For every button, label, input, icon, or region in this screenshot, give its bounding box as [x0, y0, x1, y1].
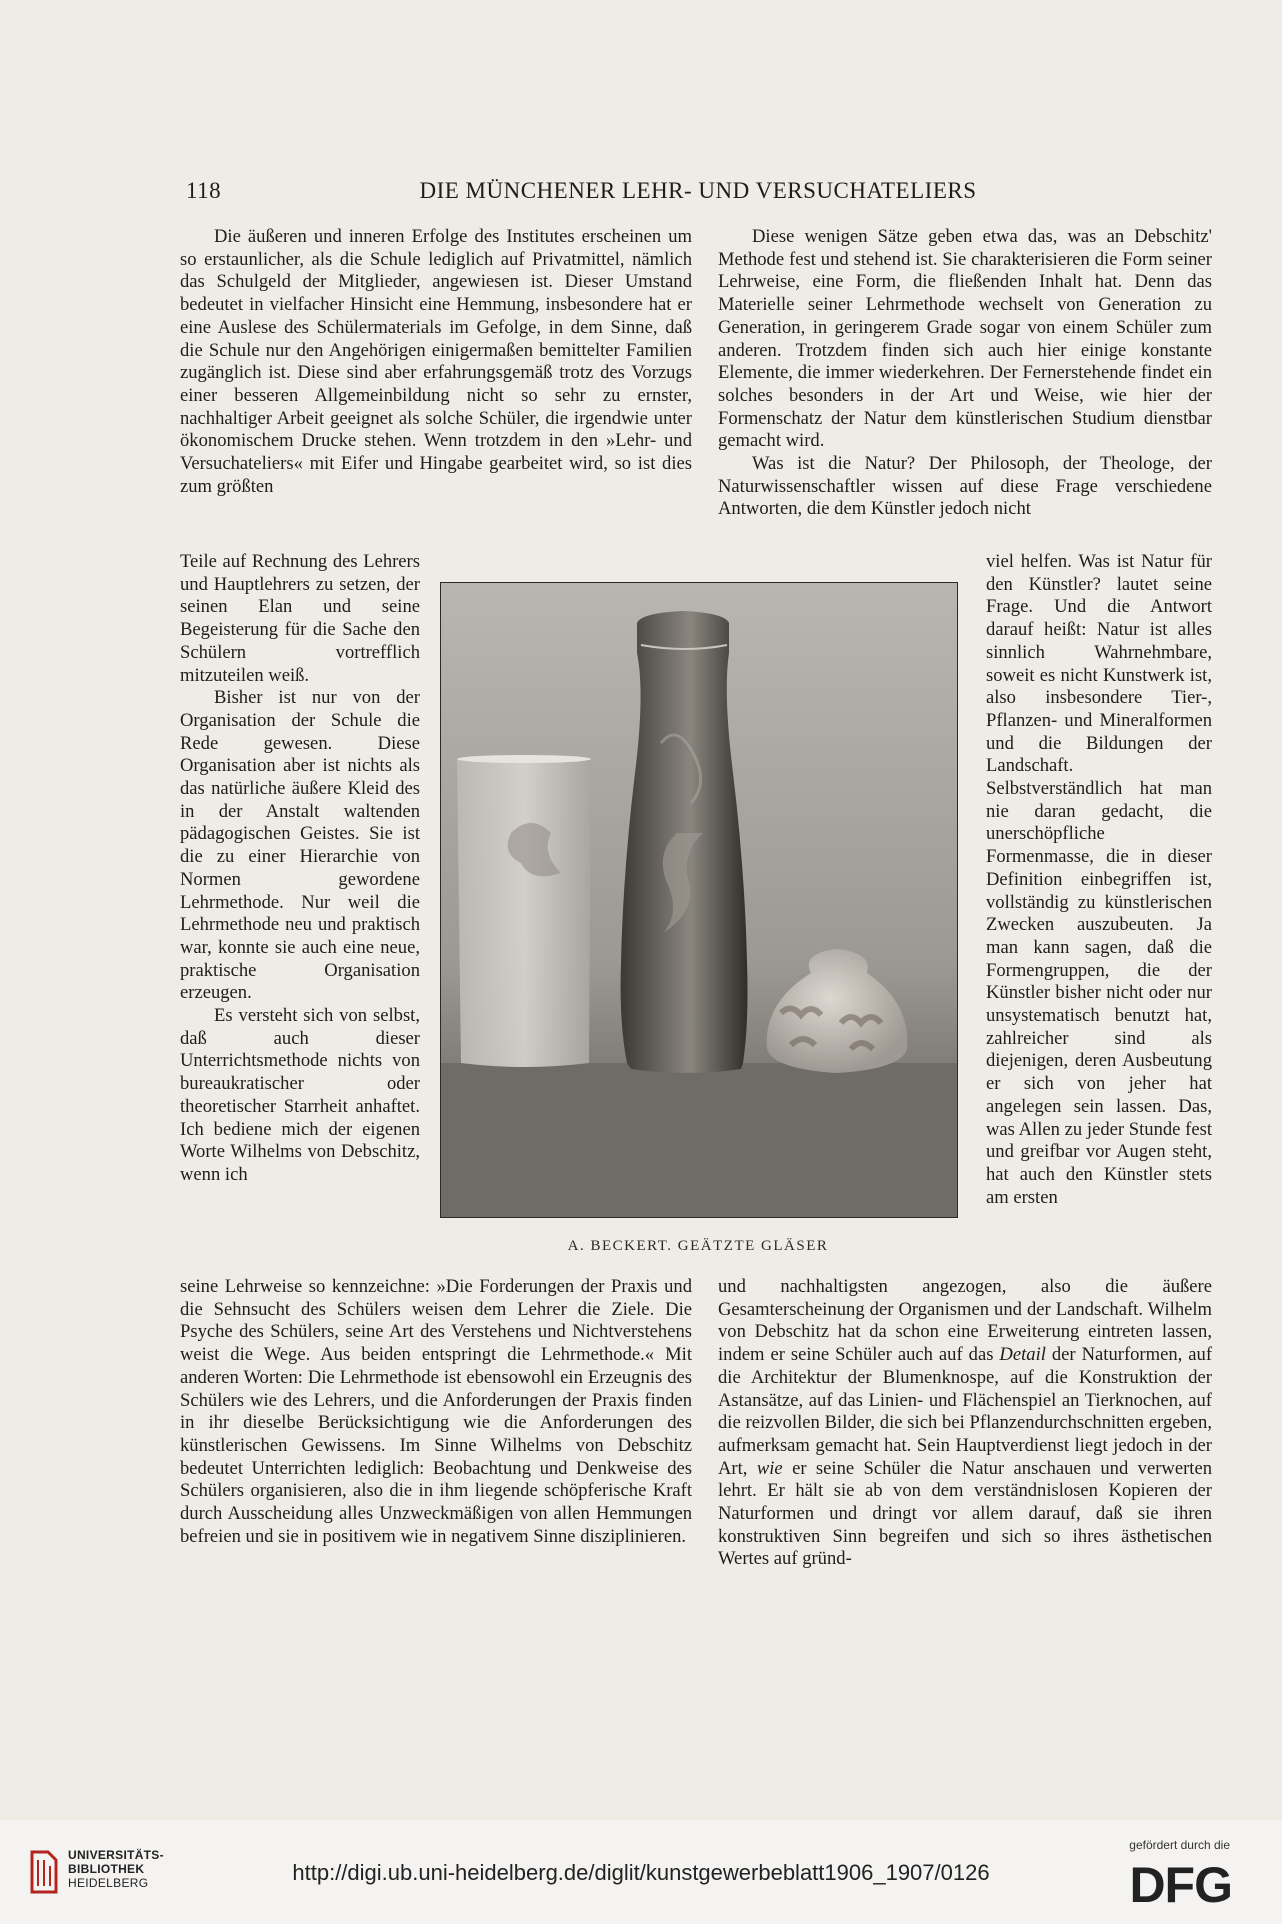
- glassware-illustration: [441, 583, 957, 1217]
- emphasis: wie: [756, 1457, 783, 1479]
- left-column-bottom: [180, 1276, 692, 1548]
- paragraph: Diese wenigen Sätze geben etwa das, was an Debschitz' Methode fest und stehend ist. Sie charakterisieren die Form seiner Lehrweise, eine Form, die fließenden Inhalt hat. Denn das Materielle seiner Lehrmethode wechselt von Generation zu Generation, in geringerem Grade sogar von einem Schüler zum anderen. Trotzdem finden sich auch hier einige konstante Elemente, die immer wiederkehren. Der Fernerstehende findet ein solches besonders in der Art und Weise, wie hier der Formenschatz der Natur dem künstlerischen Studium dienstbar gemacht wird.: [718, 226, 1212, 452]
- library-name-line: HEIDELBERG: [68, 1876, 149, 1890]
- right-column-wrap: [986, 551, 1212, 1209]
- running-title: DIE MÜNCHENER LEHR- UND VERSUCHATELIERS: [419, 178, 977, 203]
- left-column-wrap: [180, 551, 420, 1187]
- left-column-top: [180, 226, 692, 498]
- paragraph: Was ist die Natur? Der Philosoph, der Theologe, der Naturwissenschaftler wissen auf diese Frage verschiedene Antworten, die dem Künstler jedoch nicht: [718, 453, 1212, 520]
- text-run: der Naturformen, auf die Architektur der Blumenknospe, auf die Konstruktion der Astansätze, auf das Linien- und Flächenspiel an Tierknochen, auf die reizvollen Bilder, die sich bei Pflanzendurchschnitten ergeben, aufmerksam gemacht hat. Sein Hauptverdienst liegt jedoch in der Art,: [718, 1344, 1213, 1479]
- paragraph: Die äußeren und inneren Erfolge des Institutes erscheinen um so erstaunlicher, als die Schule lediglich auf Privatmittel, nämlich das Schulgeld der Mitglieder, angewiesen ist. Dieser Umstand bedeutet in vielfacher Hinsicht eine Hemmung, insbesondere hat er eine Auslese des Schülermaterials im Gefolge, in dem Sinne, daß die Schule nur den Angehörigen einigermaßen bemittelter Familien zugänglich ist. Diese sind aber erfahrungsgemäß trotz des Vorzugs einer besseren Allgemeinbildung nicht so sehr zu ernster, nachhaltiger Arbeit geeignet als solche Schüler, die irgendwie unter ökonomischem Drucke stehen. Wenn trotzdem in den »Lehr- und Versuchateliers« mit Eifer und Hingabe gearbeitet wird, so ist dies zum größten: [180, 226, 692, 497]
- library-name-line: UNIVERSITÄTS-: [68, 1848, 164, 1862]
- page-number: 118: [186, 178, 222, 203]
- table-surface: [441, 1063, 957, 1217]
- paragraph: [718, 1276, 1212, 1571]
- paragraph: viel helfen. Was ist Natur für den Künstler? lautet seine Frage. Und die Antwort darauf heißt: Natur ist alles sinnlich Wahrnehmbare, soweit es nicht Kunstwerk ist, also insbesondere Tier-, Pflanzen- und Mineralformen und die Bildungen der Landschaft. Selbstverständlich hat man nie daran gedacht, die unerschöpfliche Formenmasse, die in dieser Definition einbegriffen ist, vollständig zu künstlerischen Zwecken auszubeuten. Ja man kann sagen, daß die Formengruppen, die der Künstler bisher nicht oder nur unsystematisch benutzt hat, zahlreicher sind als diejenigen, deren Ausbeutung er sich von jeher hat angelegen sein lassen. Das, was Allen zu jeder Stunde fest und greifbar vor Augen steht, hat auch den Künstler stets am ersten: [986, 551, 1212, 1208]
- figure-caption: A. BECKERT. GEÄTZTE GLÄSER: [567, 1238, 829, 1254]
- paragraph: Bisher ist nur von der Organisation der Schule die Rede gewesen. Diese Organisation aber ist nichts als das natürliche äußere Kleid des in der Anstalt waltenden pädagogischen Geistes. Sie ist die zu einer Hierarchie von Normen gewordene Lehrmethode. Nur weil die Lehrmethode neu und praktisch war, konnte sie auch eine neue, praktische Organisation erzeugen.: [180, 687, 420, 1004]
- right-column-top: [718, 226, 1212, 521]
- library-footer: [0, 1820, 1282, 1924]
- paragraph: Es versteht sich von selbst, daß auch dieser Unterrichtsmethode nichts von bureaukratischer oder theoretischer Starrheit anhaftet. Ich bediene mich der eigenen Worte Wilhelms von Debschitz, wenn ich: [180, 1005, 420, 1185]
- right-column-bottom: [718, 1276, 1212, 1571]
- funding-note: gefördert durch die: [1129, 1838, 1230, 1852]
- source-url-link[interactable]: http://digi.ub.uni-heidelberg.de/diglit/kunstgewerbeblatt1906_1907/0126: [292, 1860, 990, 1885]
- text-run: und nachhaltigsten angezogen, also die äußere Gesamterscheinung der Organismen und der Landschaft. Wilhelm von Debschitz hat da schon eine Erweiterung eintreten lassen, indem er seine Schüler auch auf das: [718, 1276, 1212, 1366]
- emphasis: Detail: [999, 1344, 1046, 1366]
- etched-tumbler: [457, 759, 591, 1067]
- photo-frame: [440, 582, 958, 1218]
- text-run: er seine Schüler die Natur anschauen und verwerten lehrt. Er hält sie ab von dem verständnislosen Kopieren der Naturformen und dringt vor allem darauf, daß sie ihren konstruktiven Sinn begreifen und sich so ihres ästhetischen Wertes auf gründ-: [718, 1457, 1212, 1570]
- figure-glassware-photo: [440, 582, 956, 1216]
- library-name-line: BIBLIOTHEK: [68, 1862, 145, 1876]
- paragraph: seine Lehrweise so kennzeichne: »Die Forderungen der Praxis und die Sehnsucht des Schülers weisen dem Lehrer die Ziele. Die Psyche des Schülers, seine Art des Verstehens und Nichtverstehens weist die Wege. Aus beiden entspringt die Lehrmethode.« Mit anderen Worten: Die Lehrmethode ist ebensowohl ein Erzeugnis des Schülers wie des Lehrers, und die Anforderungen der Praxis finden in ihr dieselbe Berücksichtigung wie die Anforderungen des künstlerischen Gewissens. Im Sinne Wilhelms von Debschitz bedeutet Unterrichten lediglich: Beobachtung und Denkweise des Schülers organisieren, also die in ihm liegende schöpferische Kraft durch Ausscheidung alles Unzweckmäßigen von allen Hemmungen befreien und sie in positivem wie in negativem Sinne disziplinieren.: [180, 1276, 692, 1547]
- funder-logo: DFG: [1129, 1857, 1232, 1913]
- paragraph: Teile auf Rechnung des Lehrers und Hauptlehrers zu setzen, der seinen Elan und seine Begeisterung für die Sache den Schülern vortrefflich mitzuteilen weiß.: [180, 551, 420, 686]
